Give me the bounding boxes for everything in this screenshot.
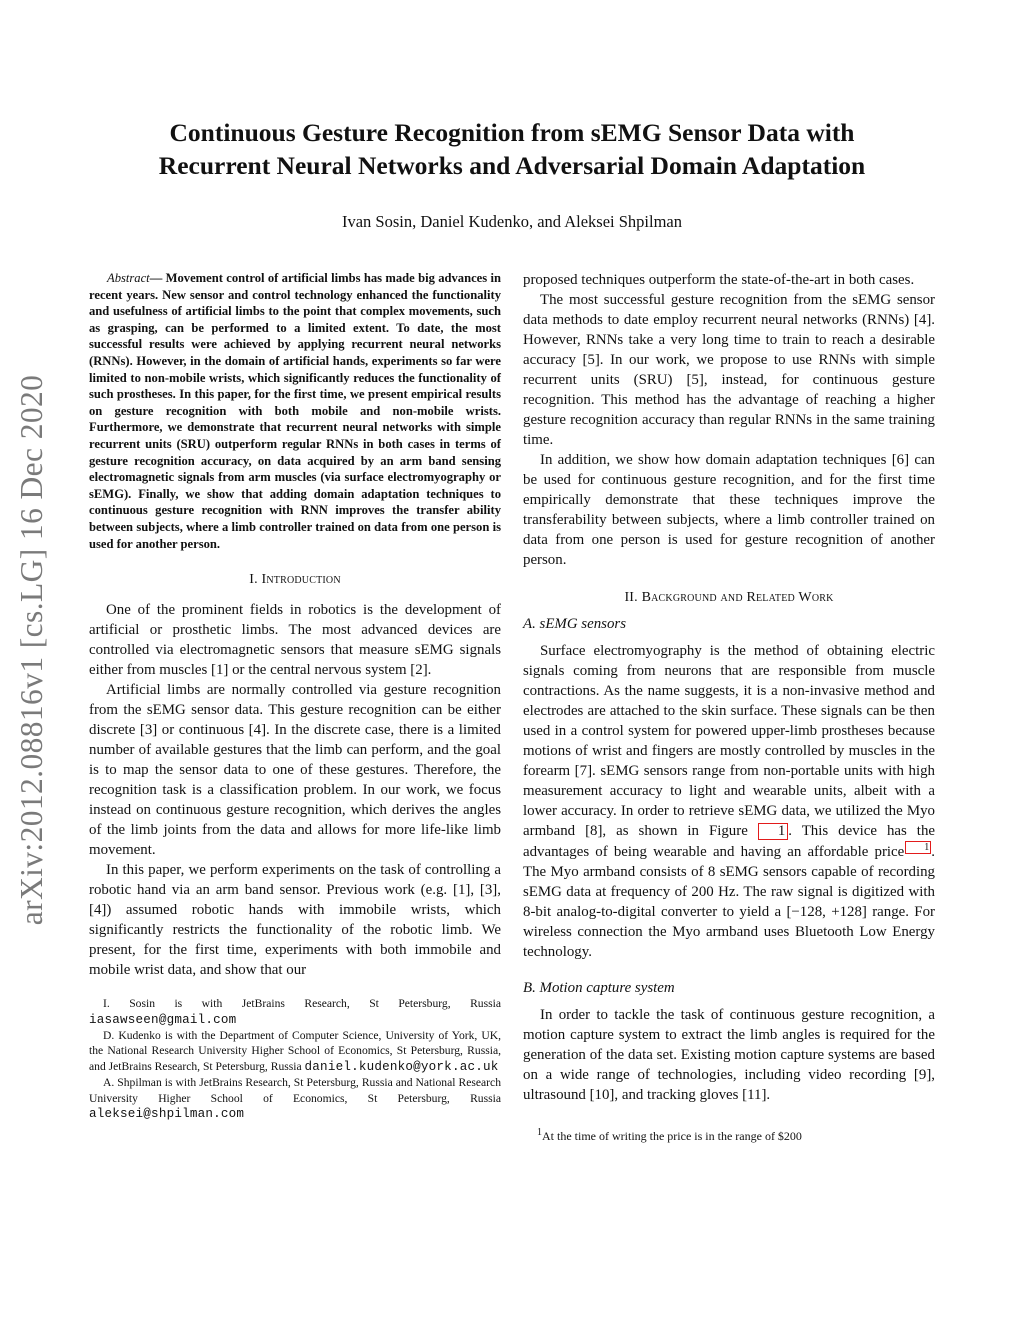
- footnote-shpilman-text: A. Shpilman is with JetBrains Research, St Petersburg, Russia and National Research University Higher School of Economics, St Petersburg, Russia: [89, 1076, 501, 1105]
- footnote-kudenko-text: D. Kudenko is with the Department of Computer Science, University of York, UK, the National Research University Higher School of Economics, St Petersburg, Russia, and JetBrains Research, St Petersburg, Russia: [89, 1028, 501, 1073]
- section-title: Introduction: [261, 572, 341, 588]
- semg-text-b: . This device has the advantages of being wearable and having an affordable price: [523, 823, 936, 860]
- footnote-number: 1: [537, 1127, 542, 1138]
- right-paragraph-2: In addition, we show how domain adaptation techniques [6] can be used for continuous gesture recognition, and for the first time empirically demonstrate that these techniques improve the transferability between subjects, where a limb controller trained on data from one person is used for gesture recognition of another person.: [523, 452, 935, 568]
- intro-paragraph-3: In this paper, we perform experiments on the task of controlling a robotic hand via an arm band sensor. Previous work (e.g. [1], [3], [4]) assumed robotic hands with immobile wrists, which significantly restricts the functionality of the robotic limb. We present, for the first time, experiments with both immobile and mobile wrist data, and show that our: [89, 862, 501, 979]
- email-kudenko[interactable]: daniel.kudenko@york.ac.uk: [304, 1059, 499, 1074]
- paper-title-line-1: Continuous Gesture Recognition from sEMG Sensor Data with: [169, 118, 855, 147]
- arxiv-id-text: arXiv:2012.08816v1 [cs.LG] 16 Dec 2020: [14, 374, 49, 926]
- section-heading-introduction: [89, 572, 501, 588]
- left-column: [89, 270, 501, 1122]
- abstract: [89, 270, 501, 552]
- footnote-shpilman: [89, 1075, 501, 1122]
- email-sosin[interactable]: iasawseen@gmail.com: [89, 1012, 237, 1027]
- continued-paragraph: proposed techniques outperform the state-of-the-art in both cases.: [523, 272, 915, 288]
- footnote-kudenko: [89, 1028, 501, 1075]
- subsection-heading-semg: A. sEMG sensors: [523, 616, 626, 632]
- motion-capture-paragraph: In order to tackle the task of continuous gesture recognition, a motion capture system to extract the limb angles is required for the generation of the data set. Existing motion capture systems are based on a wide range of technologies, including video recording [9], ultrasound [10], and tracking gloves [11].: [523, 1007, 935, 1103]
- footnote-link[interactable]: 1: [905, 841, 931, 854]
- footnote-sosin-text: I. Sosin is with JetBrains Research, St Petersburg, Russia: [103, 997, 501, 1011]
- page-footnote: [523, 1125, 935, 1144]
- section-number: II.: [624, 590, 642, 605]
- semg-paragraph: [523, 641, 935, 962]
- section-title: Background and Related Work: [641, 590, 834, 605]
- subsection-heading-motion-capture: B. Motion capture system: [523, 980, 675, 996]
- intro-paragraph-1: One of the prominent fields in robotics is the development of artificial or prosthetic limbs. The most advanced devices are controlled via electromagnetic sensors that measure sEMG signals either from muscles [1] or the central nervous system [2].: [89, 602, 501, 679]
- arxiv-identifier-stamp: [2, 340, 62, 960]
- footnote-text: At the time of writing the price is in the range of $200: [542, 1129, 802, 1143]
- abstract-text: — Movement control of artificial limbs has made big advances in recent years. New sensor and control technology enhanced the functionality and usefulness of artificial limbs to the point that complex movements, such as grasping, can be performed to a limited extent. To date, the most successful results were achieved by applying recurrent neural networks (RNNs). However, in the domain of artificial hands, experiments so far were limited to non-mobile wrists, which significantly reduces the functionality of such prostheses. In this paper, for the first time, we present empirical results on gesture recognition with both mobile and non-mobile wrists. Furthermore, we demonstrate that recurrent neural networks with simple recurrent units (SRU) outperform regular RNNs in both cases in terms of gesture recognition accuracy, on data acquired by an arm band sensing electromagnetic signals from arm muscles (via surface electromyography or sEMG). Finally, we show that adding domain adaptation techniques to continuous gesture recognition with RNN improves the transfer ability between subjects, where a limb controller trained on data from one person is used for another person.: [89, 271, 501, 551]
- affiliation-footnotes: [89, 996, 501, 1122]
- right-column: [523, 270, 935, 1144]
- footnote-sosin: [89, 996, 501, 1028]
- abstract-label: Abstract: [107, 271, 150, 285]
- section-number: I.: [249, 572, 262, 588]
- right-paragraph-1: The most successful gesture recognition from the sEMG sensor data methods to date employ recurrent neural networks (RNNs) [4]. However, RNNs take a very long time to train to reach a desirable accuracy [5]. In our work, we propose to use RNNs with simple recurrent units (SRU) [5], instead, for continuous gesture recognition. This method has the advantage of reaching a higher gesture recognition accuracy than regular RNNs in the same training time.: [523, 292, 935, 448]
- author-list: Ivan Sosin, Daniel Kudenko, and Aleksei Shpilman: [341, 212, 683, 231]
- figure-link[interactable]: 1: [758, 823, 788, 840]
- paper-title-line-2: Recurrent Neural Networks and Adversarial Domain Adaptation: [158, 151, 866, 180]
- semg-text-c: . The Myo armband consists of 8 sEMG sensors capable of recording sEMG data at frequency of 200 Hz. The raw signal is digitized with 8-bit analog-to-digital converter to yield a [−128, +128] range. For wireless connection the Myo armband uses Bluetooth Low Energy technology.: [523, 844, 935, 960]
- section-heading-background: [523, 590, 935, 606]
- intro-paragraph-2: Artificial limbs are normally controlled via gesture recognition from the sEMG sensor data. This gesture recognition can be either discrete [3] or continuous [4]. In the discrete case, there is a limited number of available gestures that the limb can perform, and the goal is to map the sensor data to one of these gestures. Therefore, the recognition task is a classification problem. In our work, we focus instead on continuous gesture recognition, which derives the angles of the limb joints from the data and allows for more life-like limb movement.: [89, 682, 501, 859]
- email-shpilman[interactable]: aleksei@shpilman.com: [89, 1106, 245, 1121]
- semg-text-a: Surface electromyography is the method of obtaining electric signals coming from neurons that are responsible from muscle contractions. As the name suggests, it is a non-invasive method and electrodes are attached to the skin surface. These signals can be then used in a control system for powered upper-limb prostheses because motions of wrist and fingers are mostly controlled by muscles in the forearm [7]. sEMG sensors range from non-portable units with high measurement accuracy to light and wearable units, albeit with a lower accuracy. In order to retrieve sEMG data, we utilized the Myo armband [8], as shown in Figure: [523, 643, 935, 839]
